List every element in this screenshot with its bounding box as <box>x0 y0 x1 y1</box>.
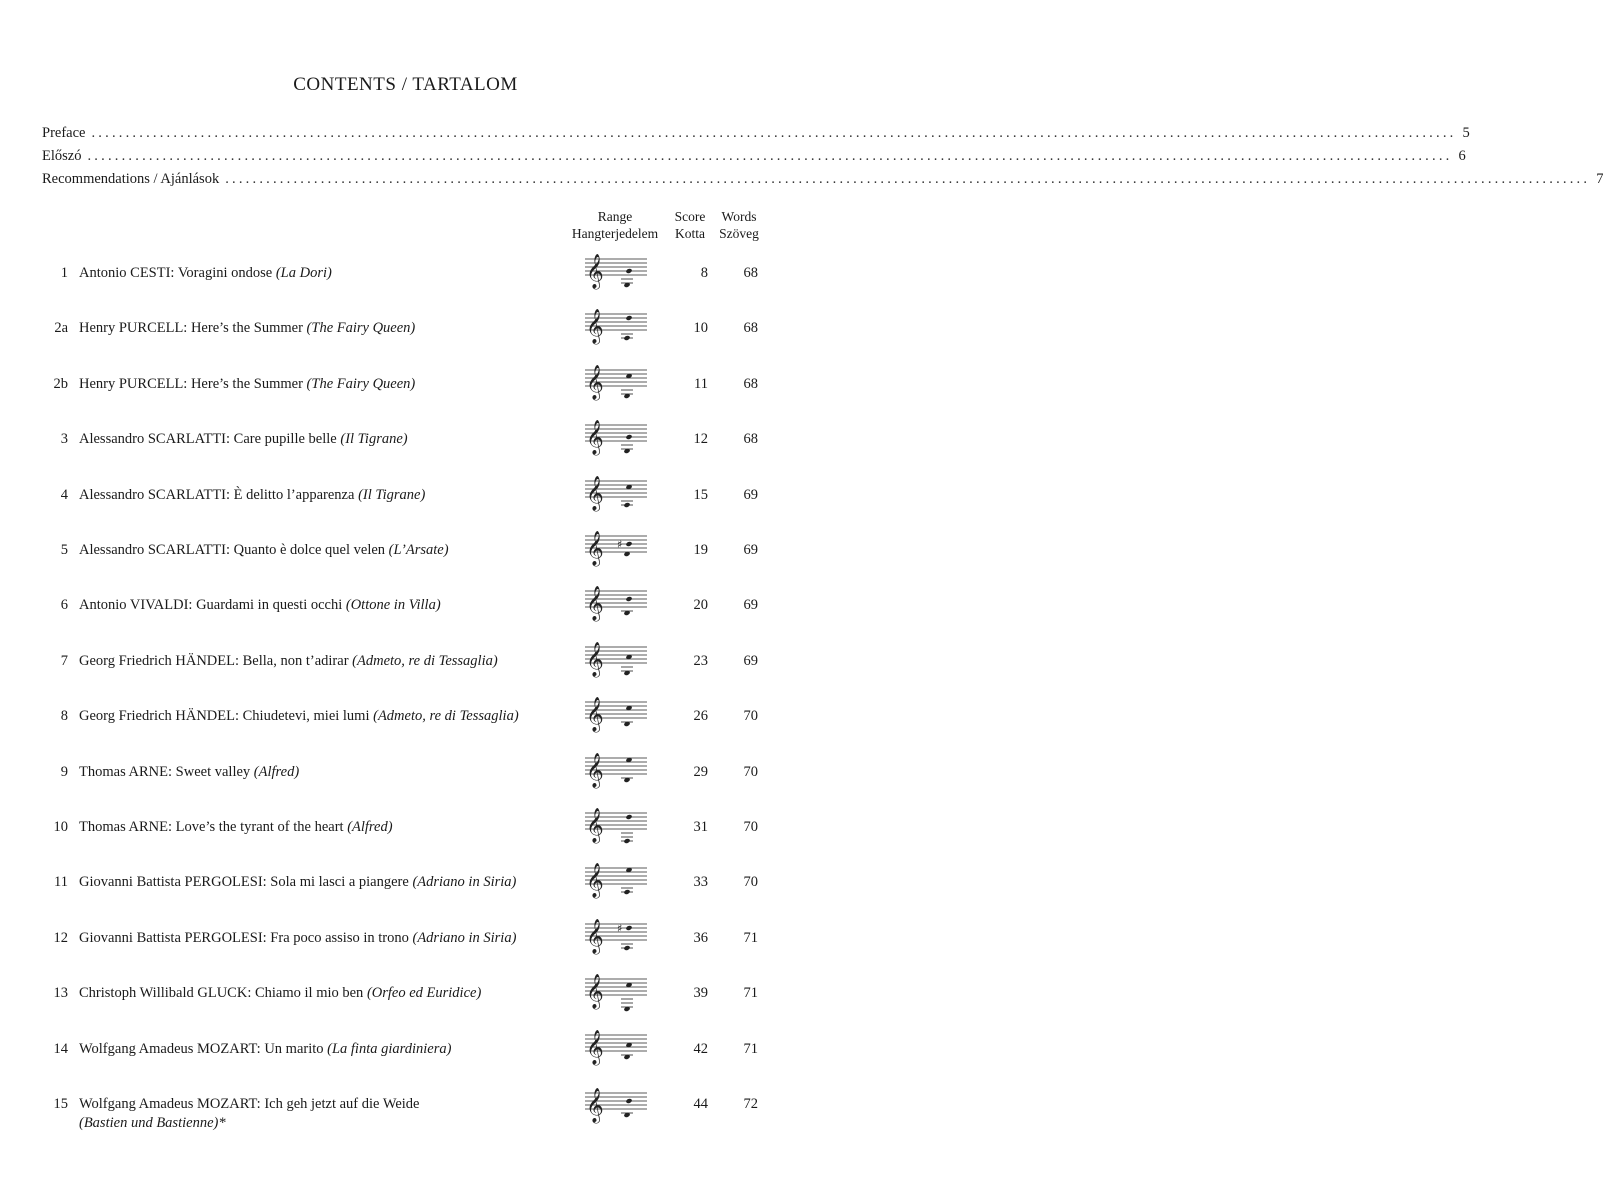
entry-words-page: 70 <box>743 763 758 780</box>
header-score <box>667 208 713 242</box>
entry-score-page: 23 <box>693 652 708 669</box>
entry-title <box>79 1040 559 1059</box>
contents-entry[interactable] <box>0 309 811 369</box>
entry-composer-aria: Christoph Willibald GLUCK: Chiamo il mio ben <box>79 985 364 1002</box>
entry-number: 2b <box>53 375 68 392</box>
entry-composer-aria: Henry PURCELL: Here’s the Summer <box>79 375 303 392</box>
entry-title <box>79 264 559 283</box>
front-matter-page: 5 <box>1462 125 1470 141</box>
range-high-note <box>625 434 632 440</box>
entry-words-page: 69 <box>743 597 758 614</box>
entry-number: 14 <box>53 1040 68 1057</box>
entry-number: 1 <box>60 265 68 281</box>
front-matter-row <box>42 171 1603 191</box>
treble-clef-icon: 𝄞 <box>586 918 604 954</box>
treble-clef-icon: 𝄞 <box>586 697 604 733</box>
range-staff <box>585 633 647 679</box>
entry-words-page: 68 <box>743 265 758 281</box>
entry-title <box>79 652 559 671</box>
treble-clef-icon: 𝄞 <box>586 974 604 1010</box>
entry-words-page: 70 <box>743 874 758 891</box>
entry-number: 7 <box>60 652 68 669</box>
entry-words-page: 68 <box>743 431 758 448</box>
entry-score-page: 10 <box>693 320 708 337</box>
entry-score-page: 8 <box>700 265 708 281</box>
contents-entry[interactable] <box>0 918 811 979</box>
range-low-note <box>623 838 630 844</box>
front-matter-page: 6 <box>1458 148 1466 164</box>
contents-entry[interactable] <box>0 863 811 923</box>
entry-title <box>79 763 559 782</box>
treble-clef-icon: 𝄞 <box>586 752 604 788</box>
entry-number: 2a <box>54 320 68 337</box>
entry-composer-aria: Wolfgang Amadeus MOZART: Un marito <box>79 1040 324 1057</box>
range-low-note <box>623 945 630 951</box>
header-score-label: Score <box>674 209 706 224</box>
entry-composer-aria: Thomas ARNE: Sweet valley <box>79 763 251 780</box>
contents-entry[interactable] <box>0 254 811 314</box>
entry-number: 6 <box>60 597 68 614</box>
range-staff <box>585 688 647 734</box>
range-staff <box>585 1021 647 1067</box>
header-words-label-hu: Szöveg <box>719 226 759 241</box>
range-staff <box>585 522 647 568</box>
entry-composer-aria: Georg Friedrich HÄNDEL: Bella, non t’adirar <box>79 652 349 669</box>
contents-entry[interactable] <box>0 364 811 425</box>
entry-opera: (L’Arsate) <box>388 542 449 558</box>
treble-clef-icon: 𝄞 <box>586 1029 604 1065</box>
range-staff <box>585 910 647 956</box>
entry-number: 12 <box>53 929 68 946</box>
range-staff <box>585 245 647 291</box>
header-words-label: Words <box>721 209 757 224</box>
range-high-note <box>625 315 632 321</box>
entry-words-page: 72 <box>743 1096 758 1112</box>
entry-opera: (Alfred) <box>253 763 300 780</box>
entry-words-page: 70 <box>743 708 758 725</box>
entry-score-page: 19 <box>693 542 708 558</box>
entry-number: 13 <box>53 985 68 1002</box>
entry-title <box>79 596 559 615</box>
sharp-icon: ♯ <box>617 538 623 551</box>
entry-opera: (Adriano in Siria) <box>412 929 517 946</box>
entry-opera: (Adriano in Siria) <box>412 874 517 891</box>
entry-score-page: 29 <box>693 763 708 780</box>
front-matter-page: 7 <box>1596 171 1603 187</box>
range-staff <box>585 577 647 623</box>
treble-clef-icon: 𝄞 <box>586 475 604 511</box>
entry-opera: (La Dori) <box>275 265 332 281</box>
entry-score-page: 15 <box>693 486 708 503</box>
entry-title <box>79 541 559 560</box>
entry-title <box>79 873 559 892</box>
header-score-label-hu: Kotta <box>675 226 705 241</box>
entry-opera: (Alfred) <box>347 819 393 835</box>
treble-clef-icon: 𝄞 <box>586 254 604 289</box>
entry-number: 5 <box>60 542 68 558</box>
entry-score-page: 12 <box>693 431 708 448</box>
entry-title <box>79 929 559 948</box>
entry-title <box>79 319 559 338</box>
entry-title <box>79 707 559 726</box>
entry-words-page: 69 <box>743 542 758 558</box>
sharp-icon: ♯ <box>617 921 623 935</box>
range-staff <box>585 411 647 457</box>
range-staff <box>585 965 647 1011</box>
treble-clef-icon: 𝄞 <box>586 641 604 677</box>
contents-entry[interactable] <box>0 752 811 813</box>
entry-words-page: 68 <box>743 320 758 337</box>
range-staff <box>585 799 647 845</box>
front-matter-label: Recommendations / Ajánlások <box>42 171 220 187</box>
range-staff <box>585 300 647 346</box>
entry-composer-aria: Giovanni Battista PERGOLESI: Fra poco assiso in trono <box>79 929 409 946</box>
range-staff <box>585 356 647 402</box>
entry-opera: (Bastien und Bastienne)* <box>79 1115 226 1131</box>
range-high-note <box>625 596 632 602</box>
entry-words-page: 69 <box>743 652 758 669</box>
entry-opera: (Admeto, re di Tessaglia) <box>352 652 498 669</box>
page-title: CONTENTS / TARTALOM <box>293 74 518 95</box>
entry-opera: (La finta giardiniera) <box>327 1040 452 1057</box>
contents-entry[interactable] <box>0 697 811 757</box>
contents-entry[interactable] <box>0 808 811 868</box>
entry-title <box>79 486 559 505</box>
entry-opera: (Orfeo ed Euridice) <box>366 985 482 1002</box>
contents-entry[interactable] <box>0 1088 811 1145</box>
header-range-label: Range <box>597 209 633 224</box>
entry-composer-aria: Antonio VIVALDI: Guardami in questi occhi <box>79 597 343 614</box>
treble-clef-icon: 𝄞 <box>586 531 604 566</box>
range-high-note <box>625 814 632 820</box>
contents-entry[interactable] <box>0 974 811 1034</box>
entry-words-page: 71 <box>743 985 758 1002</box>
entry-score-page: 44 <box>693 1096 708 1112</box>
entry-composer-aria: Georg Friedrich HÄNDEL: Chiudetevi, miei lumi <box>79 708 370 725</box>
front-matter-label: Előszó <box>42 148 82 164</box>
entry-number: 11 <box>54 874 68 891</box>
entry-composer-aria: Antonio CESTI: Voragini ondose <box>79 265 273 281</box>
entry-score-page: 33 <box>693 874 708 891</box>
entry-score-page: 26 <box>693 708 708 725</box>
contents-entry[interactable] <box>0 586 811 646</box>
entry-composer-aria: Henry PURCELL: Here’s the Summer <box>79 320 303 337</box>
entry-score-page: 39 <box>693 985 708 1002</box>
header-range <box>565 208 665 242</box>
entry-title <box>79 430 559 449</box>
entry-words-page: 69 <box>743 486 758 503</box>
entry-score-page: 31 <box>693 819 708 835</box>
entry-composer-aria: Alessandro SCARLATTI: Quanto è dolce quel velen <box>79 542 386 558</box>
entry-score-page: 36 <box>693 929 708 946</box>
entry-title <box>79 1095 469 1133</box>
entry-number: 4 <box>60 486 68 503</box>
range-staff <box>585 854 647 900</box>
entry-composer-aria: Alessandro SCARLATTI: Care pupille belle <box>79 431 337 448</box>
treble-clef-icon: 𝄞 <box>586 863 604 899</box>
range-staff <box>585 1079 647 1125</box>
entry-composer-aria: Giovanni Battista PERGOLESI: Sola mi lasci a piangere <box>79 874 409 891</box>
entry-opera: (Il Tigrane) <box>340 431 408 448</box>
treble-clef-icon: 𝄞 <box>586 420 604 456</box>
front-matter-row <box>42 148 1466 168</box>
entry-score-page: 11 <box>694 375 708 392</box>
range-staff <box>585 467 647 513</box>
contents-entry[interactable] <box>0 475 811 536</box>
entry-score-page: 20 <box>693 597 708 614</box>
entry-words-page: 68 <box>743 375 758 392</box>
entry-composer-aria: Wolfgang Amadeus MOZART: Ich geh jetzt auf die Weide <box>79 1096 420 1112</box>
range-low-note <box>623 335 630 341</box>
entry-title <box>79 375 559 394</box>
dot-leader: ........................................................................................................................................................................................................ <box>91 125 1457 141</box>
entry-opera: (Ottone in Villa) <box>345 597 441 614</box>
entry-number: 10 <box>53 819 68 835</box>
entry-score-page: 42 <box>693 1040 708 1057</box>
contents-entry[interactable] <box>0 1029 811 1090</box>
header-words <box>714 208 764 242</box>
treble-clef-icon: 𝄞 <box>586 364 604 400</box>
entry-number: 15 <box>53 1096 68 1112</box>
range-low-note <box>623 889 630 895</box>
header-range-label-hu: Hangterjedelem <box>571 226 659 241</box>
treble-clef-icon: 𝄞 <box>586 1088 604 1123</box>
entry-opera: (Admeto, re di Tessaglia) <box>373 708 519 725</box>
entry-title <box>79 818 559 837</box>
entry-composer-aria: Thomas ARNE: Love’s the tyrant of the heart <box>79 819 344 835</box>
treble-clef-icon: 𝄞 <box>586 586 604 622</box>
range-high-note <box>625 925 632 931</box>
dot-leader: ........................................................................................................................................................................................................ <box>225 171 1591 187</box>
entry-opera: (Il Tigrane) <box>358 486 426 503</box>
entry-number: 9 <box>60 763 68 780</box>
range-high-note <box>625 541 632 547</box>
range-low-note <box>623 502 630 508</box>
entry-words-page: 71 <box>743 929 758 946</box>
treble-clef-icon: 𝄞 <box>586 309 604 345</box>
entry-words-page: 71 <box>743 1040 758 1057</box>
range-staff <box>585 744 647 790</box>
entry-words-page: 70 <box>743 819 758 835</box>
front-matter-row <box>42 125 1470 145</box>
entry-opera: (The Fairy Queen) <box>306 375 416 392</box>
front-matter-label: Preface <box>42 125 86 141</box>
entry-number: 3 <box>60 431 68 448</box>
entry-opera: (The Fairy Queen) <box>306 320 416 337</box>
range-high-note <box>625 1098 632 1104</box>
range-high-note <box>625 268 632 274</box>
entry-title <box>79 984 559 1003</box>
contents-entry[interactable] <box>0 641 811 702</box>
dot-leader: ........................................................................................................................................................................................................ <box>87 148 1453 164</box>
contents-entry[interactable] <box>0 531 811 591</box>
contents-entry[interactable] <box>0 420 811 480</box>
treble-clef-icon: 𝄞 <box>586 808 604 843</box>
entry-composer-aria: Alessandro SCARLATTI: È delitto l’apparenza <box>79 486 355 503</box>
entry-number: 8 <box>60 708 68 725</box>
